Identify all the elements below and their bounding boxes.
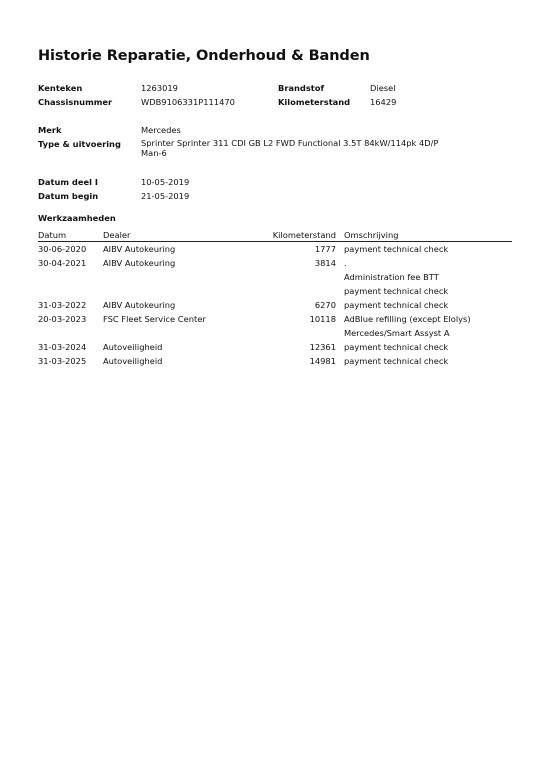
cell-omschrijving: payment technical check [344,356,449,366]
cell-datum: 31-03-2022 [38,300,87,310]
kilometerstand-value: 16429 [370,97,397,107]
cell-dealer: Autoveiligheid [103,356,163,366]
cell-omschrijving: payment technical check [344,300,449,310]
brandstof-value: Diesel [370,83,396,93]
cell-kilometerstand: 1777 [314,244,336,254]
cell-omschrijving: payment technical check [344,244,449,254]
col-header-datum: Datum [38,230,67,240]
cell-omschrijving: Administration fee BTT [344,272,439,282]
datum-begin-value: 21-05-2019 [141,191,190,201]
werkzaamheden-title: Werkzaamheden [38,213,116,223]
type-value: Sprinter Sprinter 311 CDI GB L2 FWD Functional 3.5T 84kW/114pk 4D/P Man-6 [141,138,439,158]
datum-deel-label: Datum deel I [38,177,98,187]
cell-omschrijving: AdBlue refilling (except Elolys) [344,314,471,324]
chassis-value: WDB9106331P111470 [141,97,235,107]
cell-dealer: Autoveiligheid [103,342,163,352]
datum-deel-value: 10-05-2019 [141,177,190,187]
col-header-dealer: Dealer [103,230,131,240]
kenteken-value: 1263019 [141,83,178,93]
table-header-divider [38,241,512,242]
cell-kilometerstand: 3814 [314,258,336,268]
cell-kilometerstand: 10118 [309,314,336,324]
brandstof-label: Brandstof [278,83,325,93]
cell-dealer: AIBV Autokeuring [103,300,176,310]
cell-kilometerstand: 14981 [309,356,336,366]
cell-kilometerstand: 12361 [309,342,336,352]
cell-kilometerstand: 6270 [314,300,336,310]
merk-label: Merk [38,125,62,135]
cell-datum: 30-04-2021 [38,258,87,268]
cell-omschrijving: payment technical check [344,342,449,352]
cell-datum: 31-03-2024 [38,342,87,352]
col-header-kilometerstand: Kilometerstand [272,230,336,240]
datum-begin-label: Datum begin [38,191,99,201]
cell-datum: 31-03-2025 [38,356,87,366]
merk-value: Mercedes [141,125,181,135]
cell-omschrijving: . [344,258,347,268]
cell-datum: 20-03-2023 [38,314,87,324]
col-header-omschrijving: Omschrijving [344,230,399,240]
cell-omschrijving: Mercedes/Smart Assyst A [344,328,450,338]
cell-dealer: FSC Fleet Service Center [103,314,206,324]
cell-datum: 30-06-2020 [38,244,87,254]
page-title: Historie Reparatie, Onderhoud & Banden [38,48,370,64]
type-label: Type & uitvoering [38,139,121,149]
cell-dealer: AIBV Autokeuring [103,258,176,268]
cell-dealer: AIBV Autokeuring [103,244,176,254]
chassis-label: Chassisnummer [38,97,113,107]
cell-omschrijving: payment technical check [344,286,449,296]
kenteken-label: Kenteken [38,83,83,93]
kilometerstand-label: Kilometerstand [278,97,351,107]
